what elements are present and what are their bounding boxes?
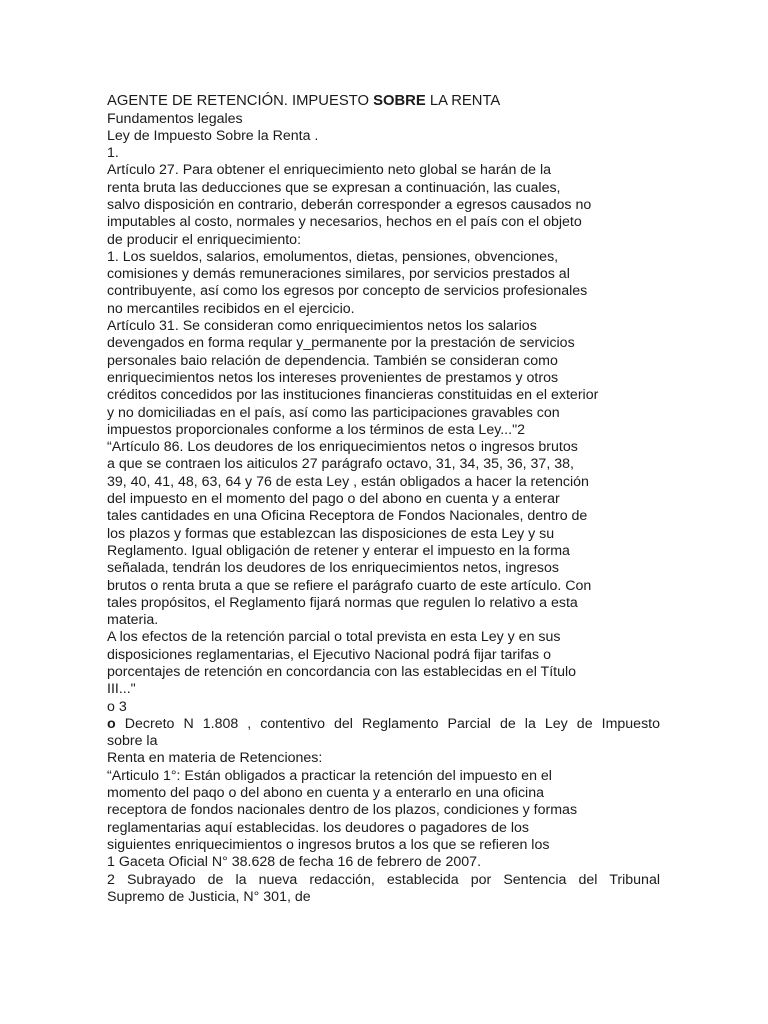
text-line: de producir el enriquecimiento:: [107, 231, 302, 248]
text-line: III...": [107, 681, 136, 698]
document-page: [107, 92, 660, 906]
text-line: materia.: [107, 612, 159, 629]
text-line: no mercantiles recibidos en el ejercicio.: [107, 300, 355, 317]
footnote-2: [107, 872, 660, 907]
decreto-line-3: Renta en materia de Retenciones:: [107, 750, 323, 767]
text-line: devengados en forma reqular y_permanente por la prestación de servicios: [107, 335, 575, 352]
footnote-2-line-1: 2 Subrayado de la nueva redacción, establecida por Sentencia del Tribunal: [107, 871, 660, 888]
text-line: Reglamento. Igual obligación de retener y enterar el impuesto en la forma: [107, 542, 570, 559]
document-title: [107, 92, 660, 111]
text-line: y no domiciliadas en el país, así como las participaciones gravables con: [107, 404, 560, 421]
text-line: Artículo 31. Se consideran como enriquecimientos netos los salarios: [107, 318, 537, 335]
text-line: 39, 40, 41, 48, 63, 64 y 76 de esta Ley , están obligados a hacer la retención: [107, 473, 589, 490]
text-line: siguientes enriquecimientos o ingresos brutos a los que se refieren los: [107, 836, 550, 853]
text-line: a que se contraen los aiticulos 27 parágrafo octavo, 31, 34, 35, 36, 37, 38,: [107, 456, 574, 473]
body-lines: [107, 111, 660, 716]
decreto-line: [107, 716, 660, 733]
text-line: personales baio relación de dependencia. También se consideran como: [107, 352, 558, 369]
text-line: enriquecimientos netos los intereses provenientes de prestamos y otros: [107, 369, 559, 386]
text-line: créditos concedidos por las instituciones financieras constituidas en el exterior: [107, 387, 599, 404]
footnote-2-line-2: Supremo de Justicia, N° 301, de: [107, 888, 311, 905]
text-line: Artículo 27. Para obtener el enriquecimiento neto global se harán de la: [107, 162, 552, 179]
text-line: renta bruta las deducciones que se expresan a continuación, las cuales,: [107, 179, 561, 196]
text-line: 1. Los sueldos, salarios, emolumentos, dietas, pensiones, obvenciones,: [107, 248, 559, 265]
text-line: Ley de Impuesto Sobre la Renta .: [107, 127, 319, 144]
text-line: comisiones y demás remuneraciones similares, por servicios prestados al: [107, 266, 570, 283]
text-line: receptora de fondos nacionales dentro de los plazos, condiciones y formas: [107, 802, 578, 819]
text-line: imputables al costo, normales y necesarios, hechos en el país con el objeto: [107, 214, 582, 231]
text-line: porcentajes de retención en concordancia con las establecidas en el Título: [107, 664, 577, 680]
text-line: brutos o renta bruta a que se refiere el parágrafo cuarto de este artículo. Con: [107, 577, 592, 594]
text-line: señalada, tendrán los deudores de los enriquecimientos netos, ingresos: [107, 560, 559, 577]
text-line: A los efectos de la retención parcial o total prevista en esta Ley y en sus: [107, 629, 561, 646]
text-line: disposiciones reglamentarias, el Ejecutivo Nacional podrá fijar tarifas o: [107, 646, 551, 663]
title-pre: AGENTE DE RETENCIÓN. IMPUESTO: [107, 93, 374, 109]
text-line: del impuesto en el momento del pago o del abono en cuenta y a enterar: [107, 491, 560, 508]
title-bold: SOBRE: [373, 93, 426, 109]
body-lines-2: [107, 768, 660, 872]
text-line: “Artículo 86. Los deudores de los enriquecimientos netos o ingresos brutos: [107, 439, 578, 456]
title-post: LA RENTA: [425, 93, 501, 109]
text-line: o 3: [107, 698, 127, 715]
text-line: “Articulo 1°: Están obligados a practicar la retención del impuesto en el: [107, 767, 552, 784]
text-line: contribuyente, así como los egresos por concepto de servicios profesionales: [107, 283, 588, 300]
text-line: tales cantidades en una Oficina Receptora de Fondos Nacionales, dentro de: [107, 508, 588, 525]
text-line: los plazos y formas que establezcan las disposiciones de esta Ley y su: [107, 525, 555, 542]
text-line: reglamentarias aquí establecidas. los deudores o pagadores de los: [107, 819, 529, 836]
decreto-bullet: o: [107, 715, 116, 732]
decreto-paragraph: [107, 716, 660, 768]
decreto-line-2: sobre la: [107, 733, 158, 750]
text-line: 1.: [107, 145, 119, 162]
text-line: momento del paqo o del abono en cuenta y a enterarlo en una oficina: [107, 785, 544, 802]
text-line: Fundamentos legales: [107, 110, 243, 127]
text-line: 1 Gaceta Oficial N° 38.628 de fecha 16 de febrero de 2007.: [107, 854, 482, 871]
text-line: tales propósitos, el Reglamento fijará normas que regulen lo relativo a esta: [107, 594, 578, 611]
decreto-text: Decreto N 1.808 , contentivo del Reglamento Parcial de la Ley de Impuesto: [124, 715, 660, 732]
text-line: impuestos proporcionales conforme a los términos de esta Ley..."2: [107, 421, 525, 438]
text-line: salvo disposición en contrario, deberán corresponder a egresos causados no: [107, 196, 592, 213]
